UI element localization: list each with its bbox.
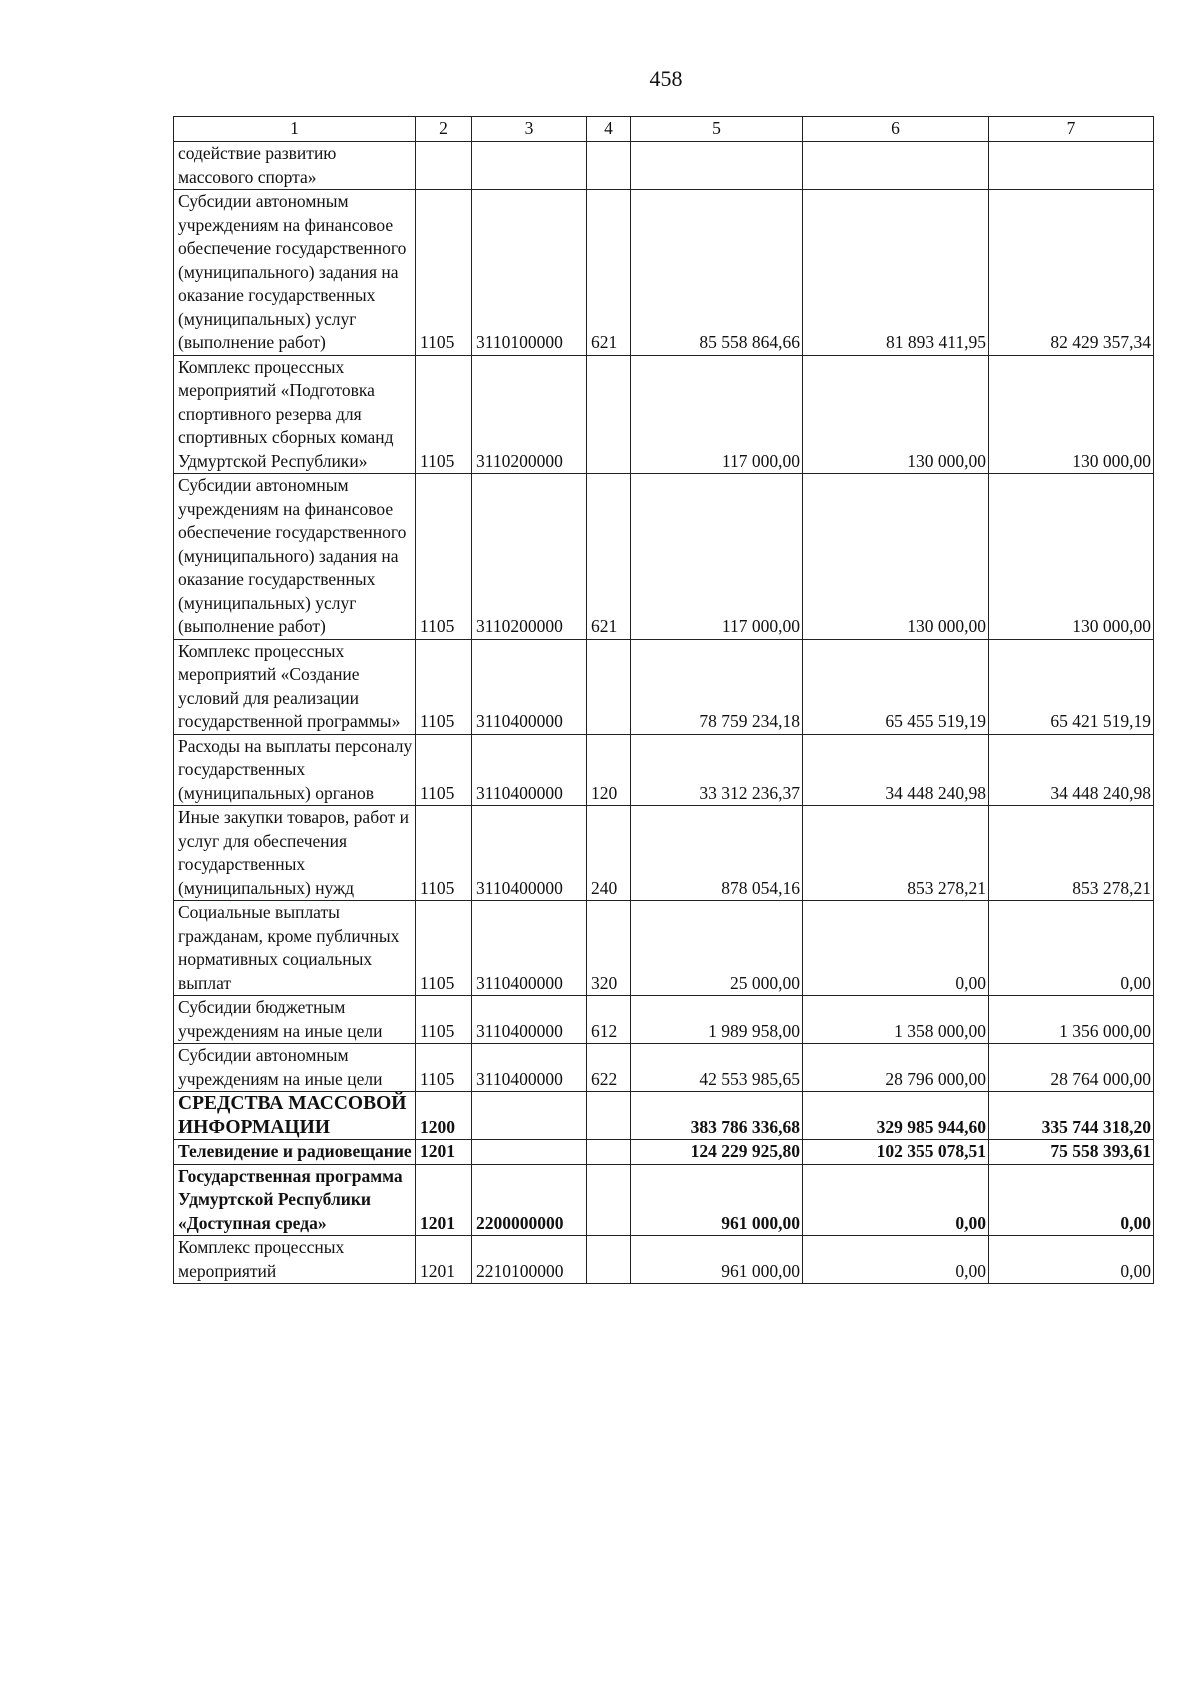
- row-section-code: 1201: [416, 1140, 472, 1165]
- row-expense-type: [587, 1236, 631, 1284]
- row-amount-col7: 34 448 240,98: [989, 734, 1154, 806]
- row-section-code: 1201: [416, 1164, 472, 1236]
- row-section-code: 1105: [416, 474, 472, 640]
- row-expense-type: [587, 1164, 631, 1236]
- row-amount-col6: 0,00: [803, 1236, 989, 1284]
- row-expense-type: 622: [587, 1044, 631, 1092]
- table-row: [174, 355, 1154, 474]
- row-name: Телевидение и радиовещание: [174, 1140, 416, 1165]
- table-row: [174, 474, 1154, 640]
- row-section-code: 1105: [416, 734, 472, 806]
- row-amount-col6: 329 985 944,60: [803, 1092, 989, 1140]
- row-name: Государственная программа Удмуртской Республики «Доступная среда»: [174, 1164, 416, 1236]
- row-target-code: 3110200000: [472, 355, 587, 474]
- column-header: 3: [472, 117, 587, 142]
- table-row: [174, 1140, 1154, 1165]
- row-name: Субсидии автономным учреждениям на финансовое обеспечение государственного (муниципального) задания на оказание государственных (муниципальных) услуг (выполнение работ): [174, 190, 416, 356]
- row-expense-type: 320: [587, 901, 631, 996]
- row-target-code: 3110100000: [472, 190, 587, 356]
- row-section-code: 1105: [416, 355, 472, 474]
- row-amount-col6: 28 796 000,00: [803, 1044, 989, 1092]
- row-name: Иные закупки товаров, работ и услуг для обеспечения государственных (муниципальных) нужд: [174, 806, 416, 901]
- header-row: [174, 117, 1154, 142]
- row-amount-col6: 34 448 240,98: [803, 734, 989, 806]
- row-amount-col7: 0,00: [989, 901, 1154, 996]
- row-section-code: 1201: [416, 1236, 472, 1284]
- table-row: [174, 1164, 1154, 1236]
- row-name: Комплекс процессных мероприятий «Подготовка спортивного резерва для спортивных сборных команд Удмуртской Республики»: [174, 355, 416, 474]
- row-name: Социальные выплаты гражданам, кроме публичных нормативных социальных выплат: [174, 901, 416, 996]
- row-section-code: [416, 142, 472, 190]
- table-row: [174, 639, 1154, 734]
- row-amount-col6: [803, 142, 989, 190]
- column-header: 7: [989, 117, 1154, 142]
- table-row: [174, 1236, 1154, 1284]
- row-target-code: 3110200000: [472, 474, 587, 640]
- column-header: 1: [174, 117, 416, 142]
- row-target-code: 2200000000: [472, 1164, 587, 1236]
- row-target-code: [472, 142, 587, 190]
- row-section-code: 1105: [416, 996, 472, 1044]
- column-header: 2: [416, 117, 472, 142]
- row-amount-col7: 1 356 000,00: [989, 996, 1154, 1044]
- row-section-code: 1105: [416, 190, 472, 356]
- row-amount-col7: 335 744 318,20: [989, 1092, 1154, 1140]
- row-expense-type: 612: [587, 996, 631, 1044]
- row-expense-type: [587, 142, 631, 190]
- row-expense-type: [587, 1140, 631, 1165]
- row-amount-col6: 130 000,00: [803, 355, 989, 474]
- row-expense-type: 621: [587, 474, 631, 640]
- row-amount-col5: 1 989 958,00: [631, 996, 803, 1044]
- row-amount-col6: 0,00: [803, 1164, 989, 1236]
- column-header: 6: [803, 117, 989, 142]
- row-name: Расходы на выплаты персоналу государственных (муниципальных) органов: [174, 734, 416, 806]
- row-amount-col5: 878 054,16: [631, 806, 803, 901]
- row-amount-col7: 130 000,00: [989, 474, 1154, 640]
- row-name: Субсидии бюджетным учреждениям на иные цели: [174, 996, 416, 1044]
- table-row: [174, 1092, 1154, 1140]
- table-row: [174, 1044, 1154, 1092]
- budget-table: [173, 116, 1154, 1284]
- row-name: СРЕДСТВА МАССОВОЙ ИНФОРМАЦИИ: [174, 1092, 416, 1140]
- row-amount-col5: 383 786 336,68: [631, 1092, 803, 1140]
- table-row: [174, 142, 1154, 190]
- row-target-code: 3110400000: [472, 996, 587, 1044]
- row-target-code: 3110400000: [472, 806, 587, 901]
- row-target-code: [472, 1140, 587, 1165]
- row-amount-col7: [989, 142, 1154, 190]
- table-row: [174, 996, 1154, 1044]
- row-expense-type: [587, 1092, 631, 1140]
- row-amount-col5: 25 000,00: [631, 901, 803, 996]
- row-section-code: 1105: [416, 1044, 472, 1092]
- row-amount-col7: 65 421 519,19: [989, 639, 1154, 734]
- row-amount-col6: 853 278,21: [803, 806, 989, 901]
- table-row: [174, 901, 1154, 996]
- row-amount-col6: 65 455 519,19: [803, 639, 989, 734]
- row-expense-type: 621: [587, 190, 631, 356]
- row-amount-col7: 130 000,00: [989, 355, 1154, 474]
- row-amount-col5: [631, 142, 803, 190]
- row-amount-col7: 0,00: [989, 1164, 1154, 1236]
- row-amount-col6: 1 358 000,00: [803, 996, 989, 1044]
- row-amount-col5: 961 000,00: [631, 1164, 803, 1236]
- row-expense-type: [587, 355, 631, 474]
- row-target-code: 3110400000: [472, 734, 587, 806]
- row-expense-type: 120: [587, 734, 631, 806]
- row-expense-type: [587, 639, 631, 734]
- row-section-code: 1200: [416, 1092, 472, 1140]
- row-target-code: 3110400000: [472, 639, 587, 734]
- row-name: Субсидии автономным учреждениям на иные цели: [174, 1044, 416, 1092]
- row-target-code: [472, 1092, 587, 1140]
- row-amount-col5: 117 000,00: [631, 474, 803, 640]
- table-row: [174, 190, 1154, 356]
- table-row: [174, 734, 1154, 806]
- row-expense-type: 240: [587, 806, 631, 901]
- row-amount-col7: 28 764 000,00: [989, 1044, 1154, 1092]
- row-amount-col7: 853 278,21: [989, 806, 1154, 901]
- row-amount-col5: 33 312 236,37: [631, 734, 803, 806]
- table-row: [174, 806, 1154, 901]
- row-amount-col6: 81 893 411,95: [803, 190, 989, 356]
- page-number: 458: [649, 66, 683, 91]
- row-name: содействие развитию массового спорта»: [174, 142, 416, 190]
- row-amount-col5: 117 000,00: [631, 355, 803, 474]
- row-amount-col7: 75 558 393,61: [989, 1140, 1154, 1165]
- row-section-code: 1105: [416, 639, 472, 734]
- row-amount-col6: 0,00: [803, 901, 989, 996]
- column-header: 4: [587, 117, 631, 142]
- row-name: Комплекс процессных мероприятий: [174, 1236, 416, 1284]
- row-amount-col6: 130 000,00: [803, 474, 989, 640]
- row-target-code: 2210100000: [472, 1236, 587, 1284]
- row-name: Комплекс процессных мероприятий «Создание условий для реализации государственной программы»: [174, 639, 416, 734]
- row-amount-col5: 124 229 925,80: [631, 1140, 803, 1165]
- column-header: 5: [631, 117, 803, 142]
- row-amount-col5: 78 759 234,18: [631, 639, 803, 734]
- row-name: Субсидии автономным учреждениям на финансовое обеспечение государственного (муниципального) задания на оказание государственных (муниципальных) услуг (выполнение работ): [174, 474, 416, 640]
- row-amount-col7: 82 429 357,34: [989, 190, 1154, 356]
- row-section-code: 1105: [416, 806, 472, 901]
- row-amount-col6: 102 355 078,51: [803, 1140, 989, 1165]
- row-target-code: 3110400000: [472, 901, 587, 996]
- row-section-code: 1105: [416, 901, 472, 996]
- row-amount-col5: 961 000,00: [631, 1236, 803, 1284]
- row-amount-col7: 0,00: [989, 1236, 1154, 1284]
- row-amount-col5: 85 558 864,66: [631, 190, 803, 356]
- row-amount-col5: 42 553 985,65: [631, 1044, 803, 1092]
- row-target-code: 3110400000: [472, 1044, 587, 1092]
